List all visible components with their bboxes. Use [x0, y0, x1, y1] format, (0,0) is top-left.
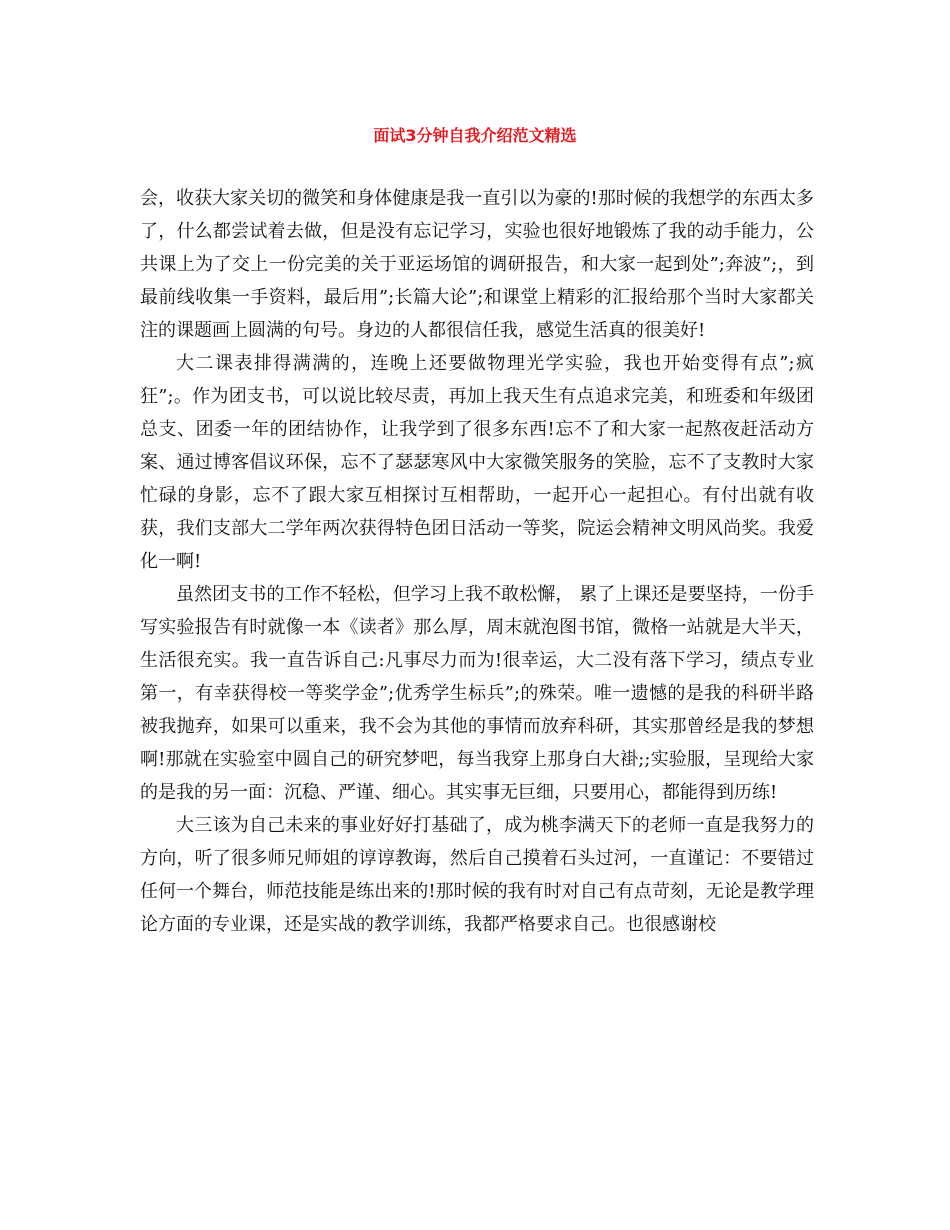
paragraph-1: 会，收获大家关切的微笑和身体健康是我一直引以为豪的!那时候的我想学的东西太多了，什么都尝试着去做，但是没有忘记学习，实验也很好地锻炼了我的动手能力，公共课上为了交上一份完美的关于亚运场馆的调研报告，和大家一起到处”;奔波”;，到最前线收集一手资料，最后用”;长篇大论”;和课堂上精彩的汇报给那个当时大家都关注的课题画上圆满的句号。身边的人都很信任我，感觉生活真的很美好!: [140, 188, 814, 341]
document-body: [140, 182, 814, 941]
document-title: 面试3分钟自我介绍范文精选: [373, 126, 577, 145]
paragraph-2: 大二课表排得满满的，连晚上还要做物理光学实验，我也开始变得有点”;疯狂”;。作为团支书，可以说比较尽责，再加上我天生有点追求完美，和班委和年级团总支、团委一年的团结协作，让我学到了很多东西!忘不了和大家一起熬夜赶活动方案、通过博客倡议环保，忘不了瑟瑟寒风中大家微笑服务的笑脸，忘不了支教时大家忙碌的身影，忘不了跟大家互相探讨互相帮助，一起开心一起担心。有付出就有收获，我们支部大二学年两次获得特色团日活动一等奖，院运会精神文明风尚奖。我爱化一啊!: [140, 353, 814, 572]
paragraph-4: 大三该为自己未来的事业好好打基础了，成为桃李满天下的老师一直是我努力的方向，听了很多师兄师姐的谆谆教诲，然后自己摸着石头过河，一直谨记：不要错过任何一个舞台，师范技能是练出来的!那时候的我有时对自己有点苛刻，无论是教学理论方面的专业课，还是实战的教学训练，我都严格要求自己。也很感谢校: [140, 815, 814, 935]
paragraph-3: 虽然团支书的工作不轻松，但学习上我不敢松懈， 累了上课还是要坚持，一份手写实验报告有时就像一本《读者》那么厚，周末就泡图书馆，微格一站就是大半天，生活很充实。我一直告诉自己:凡事尽力而为!很幸运，大二没有落下学习，绩点专业第一，有幸获得校一等奖学金”;优秀学生标兵”;的殊荣。唯一遗憾的是我的科研半路被我抛弃，如果可以重来，我不会为其他的事情而放弃科研，其实那曾经是我的梦想啊!那就在实验室中圆自己的研究梦吧，每当我穿上那身白大褂;;实验服，呈现给大家的是我的另一面：沉稳、严谨、细心。其实事无巨细，只要用心，都能得到历练!: [140, 584, 814, 803]
